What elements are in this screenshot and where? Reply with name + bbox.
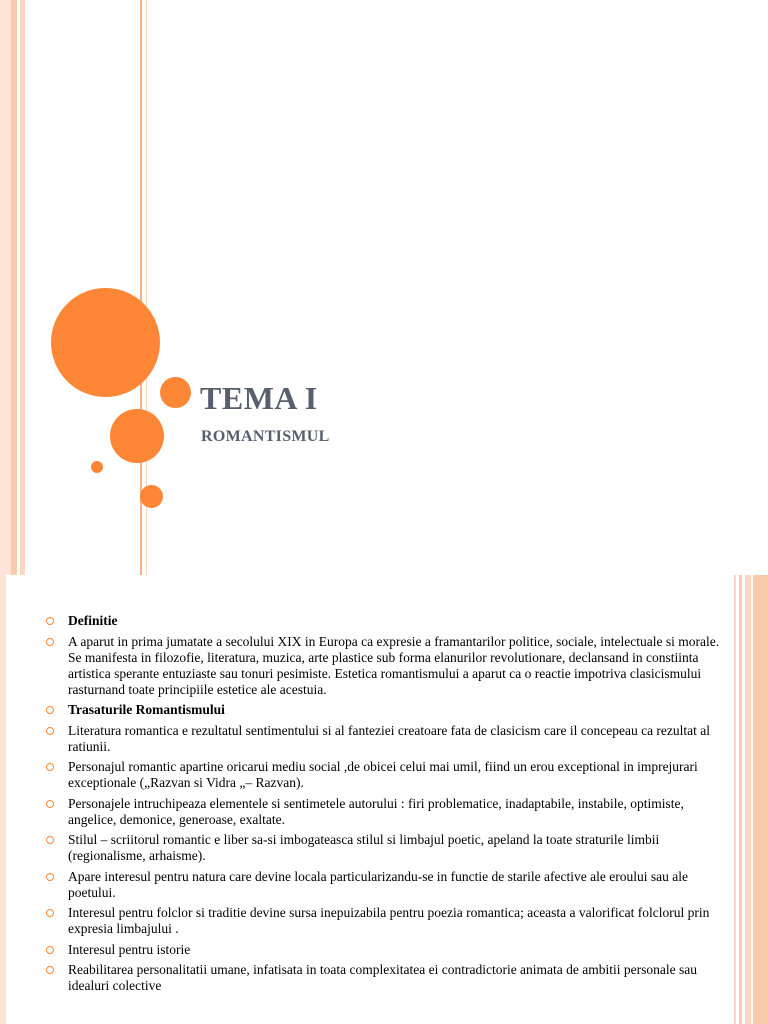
list-item-text: Stilul – scriitorul romantic e liber sa-si imbogateasca stilul si limbajul poetic, apeland la toate straturile limbii (regionalisme, arhaisme). [68, 832, 660, 863]
list-item-text: Definitie [68, 613, 118, 628]
list-item [46, 962, 730, 994]
content-slide [0, 575, 768, 1024]
bullet-icon [46, 763, 54, 771]
list-item-text: Reabilitarea personalitatii umane, infatisata in toata complexitatea ei contradictorie animata de ambitii personale sau idealuri colective [68, 962, 697, 993]
bullet-icon [46, 727, 54, 735]
bullet-icon [46, 966, 54, 974]
bullet-icon [46, 946, 54, 954]
list-item-text: Interesul pentru folclor si traditie devine sursa inepuizabila pentru poezia romantica; aceasta a valorificat folclorul prin expresia limbajului . [68, 905, 710, 936]
list-item [46, 759, 730, 791]
list-item-text: A aparut in prima jumatate a secolului XIX in Europa ca expresie a framantarilor politice, sociale, intelectuale si morale. Se manifesta in filozofie, literatura, muzica, arte plastice sub forma elanurilor revolutionare, declansand in constiinta artistica sperante entuziaste sau tonuri pesimiste. Estetica romantismului a aparut ca o reactie impotriva clasicismului rasturnand toate principiile estetice ale acestuia. [68, 633, 720, 697]
list-item-text: Trasaturile Romantismului [68, 702, 225, 717]
list-item [46, 634, 730, 698]
decorative-stripe [0, 0, 11, 575]
decorative-circle-small [160, 377, 191, 408]
list-item [46, 832, 730, 864]
decorative-stripe [734, 575, 736, 1024]
decorative-stripe [739, 575, 742, 1024]
list-item-text: Literatura romantica e rezultatul sentimentului si al fanteziei creatoare fata de clasicism care il concepeau ca rezultat al ratiunii. [68, 722, 711, 754]
list-item-text: Interesul pentru istorie [68, 941, 191, 957]
list-item-text: Personajele intruchipeaza elementele si sentimetele autorului : firi problematice, inadaptabile, instabile, optimiste, angelice, demonice, generoase, exaltate. [68, 795, 684, 827]
decorative-circle-tiny [91, 461, 103, 473]
decorative-stripe [20, 0, 25, 575]
slide-title: TEMA I [200, 380, 318, 416]
bullet-icon [46, 706, 54, 714]
bullet-list [46, 613, 730, 999]
slide-subtitle: ROMANTISMUL [201, 428, 330, 445]
list-item [46, 905, 730, 937]
list-item [46, 942, 730, 958]
decorative-circle-small [140, 485, 163, 508]
bullet-icon [46, 638, 54, 646]
decorative-stripe [0, 575, 6, 1024]
bullet-icon [46, 617, 54, 625]
bullet-icon [46, 800, 54, 808]
list-item-text: Apare interesul pentru natura care devine locala particularizandu-se in functie de starile afective ale eroului sau ale poetului. [68, 868, 688, 900]
decorative-stripe [753, 575, 768, 1024]
list-item [46, 796, 730, 828]
list-item [46, 723, 730, 755]
list-item [46, 702, 730, 718]
list-item [46, 869, 730, 901]
decorative-circle-large [51, 288, 160, 397]
bullet-icon [46, 909, 54, 917]
decorative-circle-medium [110, 409, 164, 463]
bullet-icon [46, 836, 54, 844]
list-item [46, 613, 730, 629]
decorative-stripe [745, 575, 751, 1024]
list-item-text: Personajul romantic apartine oricarui mediu social ,de obicei celui mai umil, fiind un erou exceptional in imprejurari exceptionale („Razvan si Vidra „– Razvan). [68, 759, 698, 790]
bullet-icon [46, 873, 54, 881]
